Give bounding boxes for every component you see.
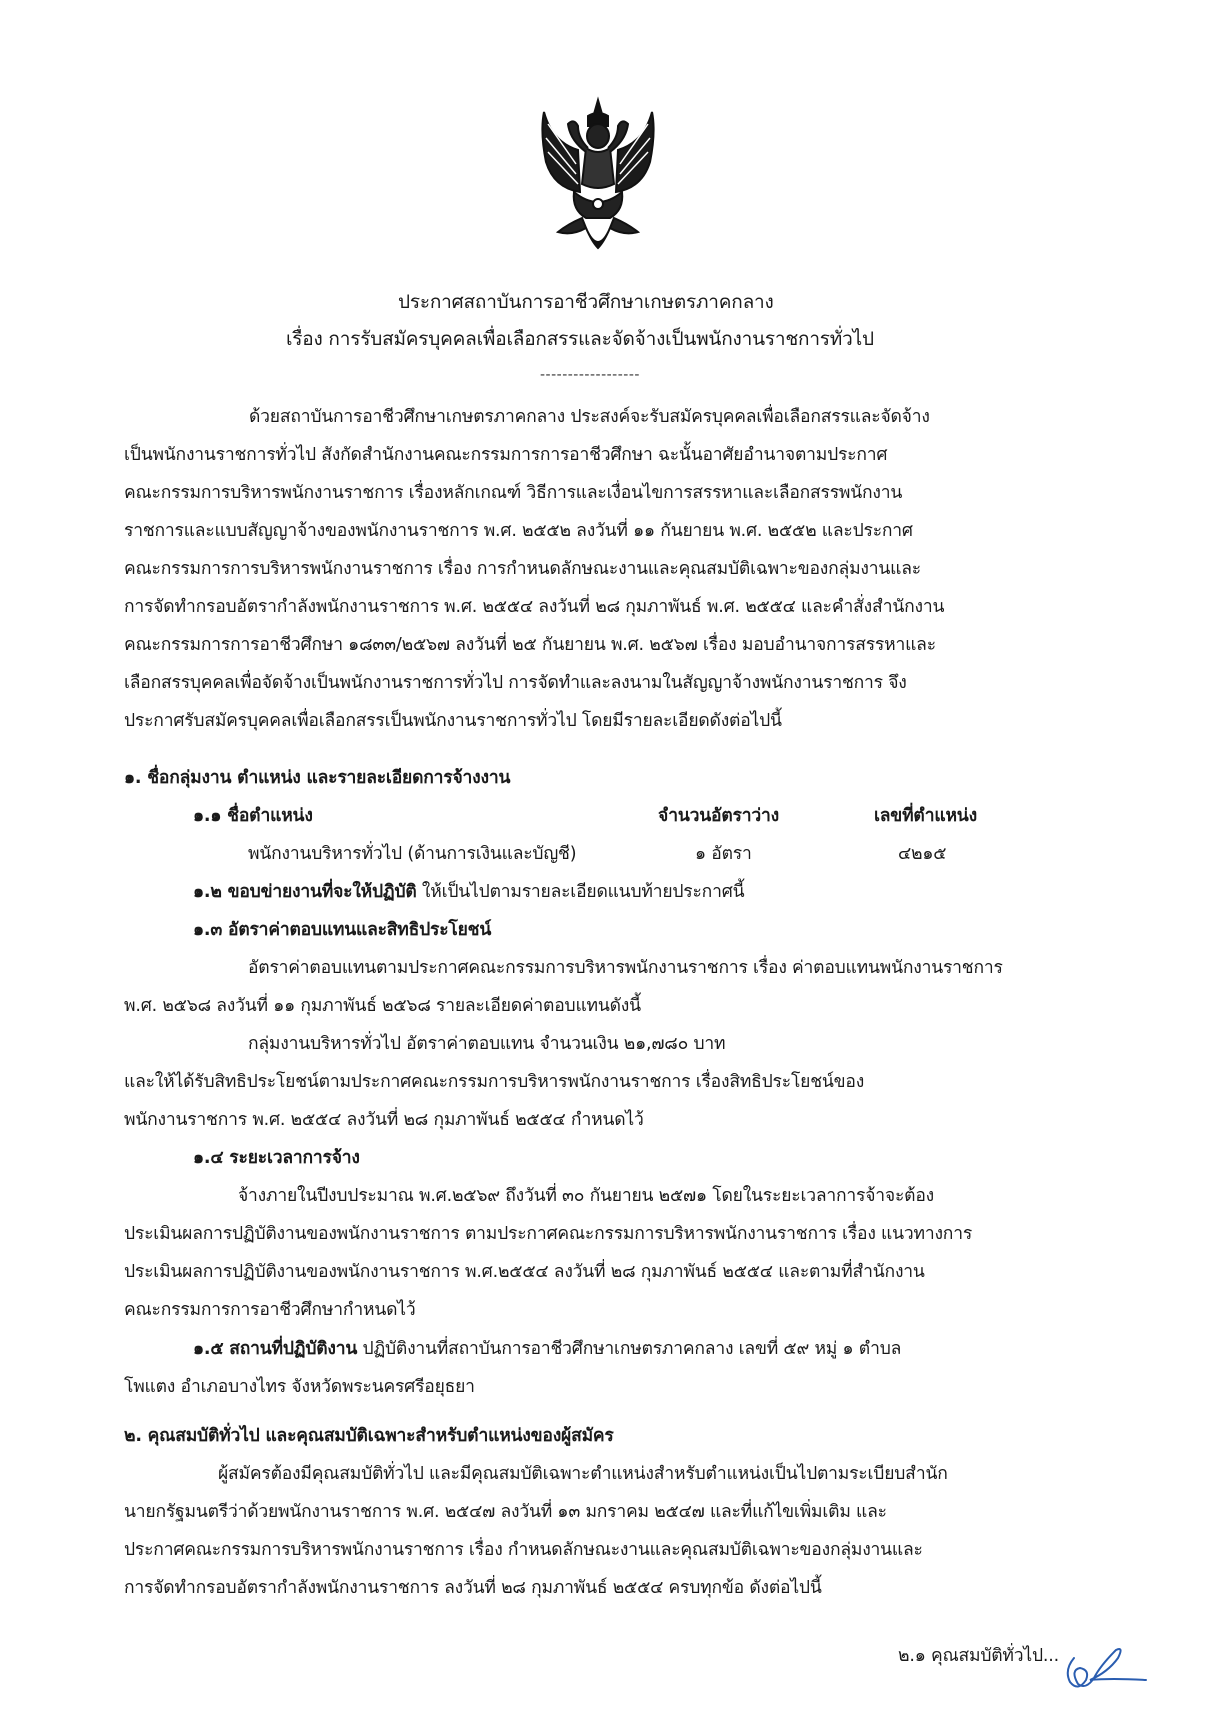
preamble-line: เลือกสรรบุคคลเพื่อจัดจ้างเป็นพนักงานราชการทั่วไป การจัดทำและลงนามในสัญญาจ้างพนักงานราชการ จึง	[124, 673, 907, 693]
page-continuation: ๒.๑ คุณสมบัติทั่วไป...	[898, 1646, 1059, 1666]
preamble-line: คณะกรรมการบริหารพนักงานราชการ เรื่องหลักเกณฑ์ วิธีการและเงื่อนไขการสรรหาและเลือกสรรพนักงาน	[124, 483, 903, 503]
preamble-line: ประกาศรับสมัครบุคคลเพื่อเลือกสรรเป็นพนักงานราชการทั่วไป โดยมีรายละเอียดดังต่อไปนี้	[124, 711, 782, 731]
signature-initials-icon	[1060, 1640, 1150, 1695]
position-number-column-header: เลขที่ตำแหน่ง	[874, 806, 977, 826]
section-1-3-label: ๑.๓ อัตราค่าตอบแทนและสิทธิประโยชน์	[193, 920, 492, 940]
position-name: พนักงานบริหารทั่วไป (ด้านการเงินและบัญชี)	[248, 844, 577, 864]
section-1-4-line: จ้างภายในปีงบประมาณ พ.ศ.๒๕๖๙ ถึงวันที่ ๓๐ กันยายน ๒๕๗๑ โดยในระยะเวลาการจ้าจะต้อง	[238, 1186, 934, 1206]
title-divider: ------------------	[540, 367, 640, 383]
section-1-3-line: พ.ศ. ๒๕๖๘ ลงวันที่ ๑๑ กุมภาพันธ์ ๒๕๖๘ รายละเอียดค่าตอบแทนดังนี้	[124, 996, 641, 1016]
garuda-emblem-icon	[538, 92, 658, 260]
position-number: ๔๒๑๕	[898, 844, 947, 864]
preamble-line: การจัดทำกรอบอัตรากำลังพนักงานราชการ พ.ศ. ๒๕๕๔ ลงวันที่ ๒๘ กุมภาพันธ์ พ.ศ. ๒๕๕๔ และคำสั่งสำนักงาน	[124, 597, 945, 617]
section-1-4-line: คณะกรรมการการอาชีวศึกษากำหนดไว้	[124, 1300, 416, 1320]
section-1-1-label: ๑.๑ ชื่อตำแหน่ง	[193, 806, 313, 826]
preamble-line: ด้วยสถาบันการอาชีวศึกษาเกษตรภาคกลาง ประสงค์จะรับสมัครบุคคลเพื่อเลือกสรรและจัดจ้าง	[249, 407, 930, 427]
section-2-line: ประกาศคณะกรรมการบริหารพนักงานราชการ เรื่อง กำหนดลักษณะงานและคุณสมบัติเฉพาะของกลุ่มงานและ	[124, 1540, 923, 1560]
section-1-3-line: และให้ได้รับสิทธิประโยชน์ตามประกาศคณะกรรมการบริหารพนักงานราชการ เรื่องสิทธิประโยชน์ของ	[124, 1072, 865, 1092]
section-1-4-label: ๑.๔ ระยะเวลาการจ้าง	[193, 1148, 360, 1168]
section-1-3-line: พนักงานราชการ พ.ศ. ๒๕๕๔ ลงวันที่ ๒๘ กุมภาพันธ์ ๒๕๕๔ กำหนดไว้	[124, 1110, 644, 1130]
vacancies-column-header: จำนวนอัตราว่าง	[658, 806, 779, 826]
section-1-5-line: โพแตง อำเภอบางไทร จังหวัดพระนครศรีอยุธยา	[124, 1377, 475, 1397]
section-1-3-line: อัตราค่าตอบแทนตามประกาศคณะกรรมการบริหารพนักงานราชการ เรื่อง ค่าตอบแทนพนักงานราชการ	[248, 958, 1003, 978]
preamble-line: ราชการและแบบสัญญาจ้างของพนักงานราชการ พ.ศ. ๒๕๕๒ ลงวันที่ ๑๑ กันยายน พ.ศ. ๒๕๕๒ และประกาศ	[124, 521, 913, 541]
preamble-line: เป็นพนักงานราชการทั่วไป สังกัดสำนักงานคณะกรรมการการอาชีวศึกษา ฉะนั้นอาศัยอำนาจตามประกาศ	[124, 445, 888, 465]
announcement-subject: เรื่อง การรับสมัครบุคคลเพื่อเลือกสรรและจัดจ้างเป็นพนักงานราชการทั่วไป	[286, 328, 874, 350]
section-1-5-label: ๑.๕ สถานที่ปฏิบัติงาน	[193, 1339, 358, 1359]
section-1-2-text: ให้เป็นไปตามรายละเอียดแนบท้ายประกาศนี้	[421, 882, 745, 902]
announcement-title: ประกาศสถาบันการอาชีวศึกษาเกษตรภาคกลาง	[398, 291, 774, 313]
section-1-heading: ๑. ชื่อกลุ่มงาน ตำแหน่ง และรายละเอียดการจ้างงาน	[124, 768, 511, 788]
section-2-line: การจัดทำกรอบอัตรากำลังพนักงานราชการ ลงวันที่ ๒๘ กุมภาพันธ์ ๒๕๕๔ ครบทุกข้อ ดังต่อไปนี้	[124, 1578, 822, 1598]
section-1-5	[193, 1341, 901, 1359]
section-1-4-line: ประเมินผลการปฏิบัติงานของพนักงานราชการ พ.ศ.๒๕๕๔ ลงวันที่ ๒๘ กุมภาพันธ์ ๒๕๕๔ และตามที่สำนักงาน	[124, 1262, 925, 1282]
preamble-line: คณะกรรมการการบริหารพนักงานราชการ เรื่อง การกำหนดลักษณะงานและคุณสมบัติเฉพาะของกลุ่มงานและ	[124, 559, 921, 579]
preamble-line: คณะกรรมการการอาชีวศึกษา ๑๘๓๓/๒๕๖๗ ลงวันที่ ๒๕ กันยายน พ.ศ. ๒๕๖๗ เรื่อง มอบอำนาจการสรรหาและ	[124, 635, 936, 655]
section-2-line: ผู้สมัครต้องมีคุณสมบัติทั่วไป และมีคุณสมบัติเฉพาะตำแหน่งสำหรับตำแหน่งเป็นไปตามระเบียบสำนัก	[218, 1464, 948, 1484]
section-1-4-line: ประเมินผลการปฏิบัติงานของพนักงานราชการ ตามประกาศคณะกรรมการบริหารพนักงานราชการ เรื่อง แนวทางการ	[124, 1224, 973, 1244]
section-1-2-label: ๑.๒ ขอบข่ายงานที่จะให้ปฏิบัติ	[193, 882, 417, 902]
section-1-3-line: กลุ่มงานบริหารทั่วไป อัตราค่าตอบแทน จำนวนเงิน ๒๑,๗๘๐ บาท	[248, 1034, 726, 1054]
position-vacancies: ๑ อัตรา	[695, 844, 752, 864]
section-1-2	[193, 884, 744, 902]
section-1-5-text: ปฏิบัติงานที่สถาบันการอาชีวศึกษาเกษตรภาคกลาง เลขที่ ๕๙ หมู่ ๑ ตำบล	[362, 1339, 902, 1359]
section-2-heading: ๒. คุณสมบัติทั่วไป และคุณสมบัติเฉพาะสำหรับตำแหน่งของผู้สมัคร	[124, 1426, 614, 1446]
section-2-line: นายกรัฐมนตรีว่าด้วยพนักงานราชการ พ.ศ. ๒๕๔๗ ลงวันที่ ๑๓ มกราคม ๒๕๔๗ และที่แก้ไขเพิ่มเติม และ	[124, 1502, 887, 1522]
